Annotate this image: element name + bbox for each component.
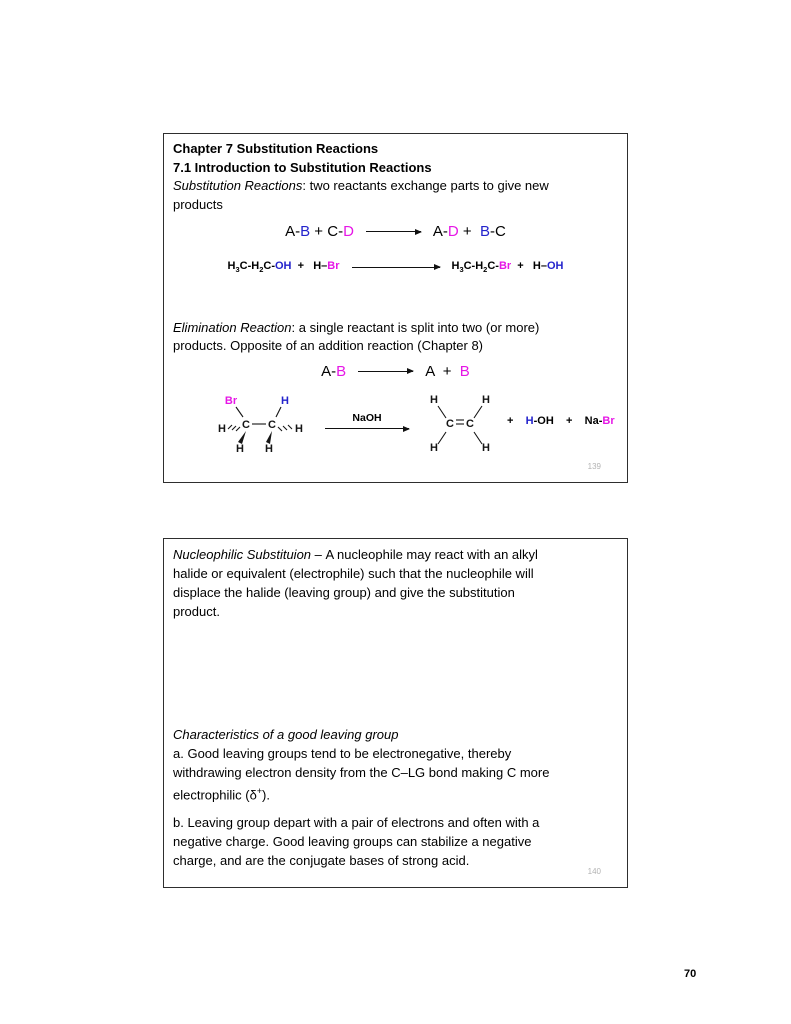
point-a-line3: electrophilic (δ+).: [173, 786, 270, 803]
elimination-definition-line1: Elimination Reaction: a single reactant is split into two (or more): [173, 319, 540, 335]
point-a-line1: a. Good leaving groups tend to be electronegative, thereby: [173, 746, 512, 761]
h-atom-label: H: [482, 393, 490, 406]
point-b-line1: b. Leaving group depart with a pair of electrons and often with a: [173, 815, 540, 831]
reaction-arrow-icon: [358, 371, 413, 372]
leaving-group-heading: Characteristics of a good leaving group: [173, 727, 399, 742]
slide-box-139: [163, 133, 628, 483]
c-atom-label: C: [242, 418, 250, 431]
c-atom-label: C: [466, 417, 474, 430]
scheme-products-text: + H-OH + Na-Br: [507, 414, 615, 427]
reaction-arrow-icon: [366, 231, 421, 232]
section-title: 7.1 Introduction to Substitution Reactions: [173, 159, 432, 175]
ethanol-hbr-equation: [173, 260, 618, 274]
h-atom-label: H: [430, 441, 438, 453]
slide-box-140: [163, 538, 628, 888]
equation-reactants: $H_3C-H_2C-OH + H-Br$: [227, 260, 340, 275]
reaction-arrow-icon: [325, 428, 409, 429]
br-atom-label: Br: [224, 394, 238, 407]
h-atom-label: H: [281, 394, 289, 407]
slide-number: 140: [587, 867, 601, 876]
c-atom-label: C: [446, 417, 454, 430]
equation-reactant: A-B: [321, 362, 347, 380]
nucleophilic-substitution-line1: Nucleophilic Substituion – A nucleophile may react with an alkyl: [173, 547, 538, 562]
generic-elimination-equation: [173, 363, 618, 380]
nucleophilic-substitution-line3: displace the halide (leaving group) and give the substitution: [173, 585, 515, 600]
point-b-line3: charge, and are the conjugate bases of strong acid.: [173, 853, 470, 869]
h-atom-label: H: [295, 422, 303, 435]
equation-products: A + B: [425, 362, 470, 380]
reaction-arrow-icon: [352, 267, 440, 268]
elimination-scheme: [215, 389, 618, 453]
h-atom-label: H: [482, 441, 490, 453]
substitution-definition-line1: Substitution Reactions: two reactants exchange parts to give new: [173, 178, 549, 194]
equation-reactants: A-B + C-D: [285, 223, 354, 241]
slide-number: 139: [587, 462, 601, 471]
h-atom-label: H: [236, 442, 244, 453]
c-atom-label: C: [268, 418, 276, 431]
naoh-label: NaOH: [352, 412, 382, 425]
nucleophilic-substitution-line2: halide or equivalent (electrophile) such that the nucleophile will: [173, 566, 534, 581]
h-atom-label: H: [218, 422, 226, 435]
bromoethane-structure: [215, 389, 315, 453]
h-atom-label: H: [430, 393, 438, 406]
h-atom-label: H: [265, 442, 273, 453]
substitution-definition-line2: products: [173, 196, 223, 212]
nucleophilic-substitution-line4: product.: [173, 604, 220, 619]
ethylene-structure: [419, 389, 501, 453]
equation-products: $H_3C-H_2C-Br + H-OH$: [451, 260, 564, 275]
elimination-definition-line2: products. Opposite of an addition reaction (Chapter 8): [173, 338, 484, 354]
equation-products: A-D + B-C: [432, 223, 506, 241]
page-number: 70: [684, 968, 697, 980]
point-b-line2: negative charge. Good leaving groups can stabilize a negative: [173, 834, 532, 850]
generic-substitution-equation: [173, 223, 618, 240]
point-a-line2: withdrawing electron density from the C–LG bond making C more: [173, 765, 550, 780]
reaction-conditions: [325, 412, 409, 429]
chapter-title: Chapter 7 Substitution Reactions: [173, 141, 379, 156]
